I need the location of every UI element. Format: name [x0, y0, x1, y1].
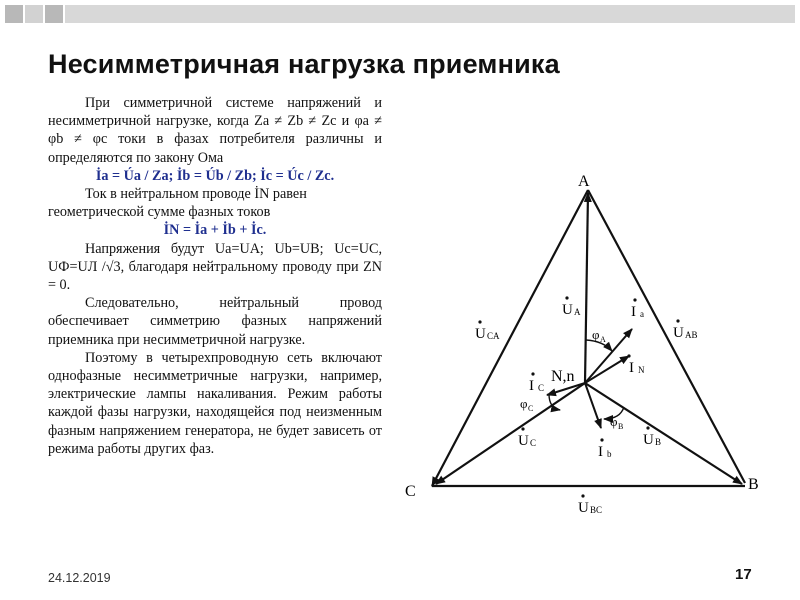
label-u-c — [518, 427, 536, 449]
svg-text:A: A — [600, 335, 606, 344]
label-u-ab — [673, 319, 698, 341]
label-i-a — [631, 298, 644, 320]
phasor-diagram — [398, 166, 778, 526]
svg-text:U: U — [518, 433, 529, 449]
svg-text:B: B — [618, 422, 624, 431]
svg-text:I: I — [529, 378, 534, 394]
vertex-label-n: N,n — [551, 368, 575, 385]
svg-text:I: I — [631, 304, 636, 320]
svg-text:CA: CA — [487, 331, 500, 341]
header-decoration — [5, 5, 795, 25]
label-i-n — [627, 354, 645, 376]
label-u-bc — [578, 494, 602, 516]
svg-text:a: a — [640, 309, 644, 319]
svg-text:AB: AB — [685, 330, 698, 340]
vector-in — [585, 356, 629, 383]
svg-text:φ: φ — [610, 414, 618, 429]
label-phi-c — [520, 396, 533, 413]
formula-neutral-current: İN = İa + İb + İc. — [163, 222, 267, 239]
paragraph-voltages: Напряжения будут Ua=UA; Ub=UB; Uc=UC, UФ=UЛ /√3, благодаря нейтральному проводу при ZN = 0. — [48, 240, 382, 294]
svg-text:U: U — [673, 325, 684, 341]
page-number: 17 — [735, 566, 752, 583]
svg-text:C: C — [538, 383, 545, 393]
svg-text:U: U — [562, 302, 573, 318]
paragraph-ohm-law: При симметричной системе напряжений и несимметричной нагрузке, когда Za ≠ Zb ≠ Zc и φa ≠ φb ≠ φc токи в фазах потребителя различны и определяются по закону Ома — [48, 95, 382, 166]
paragraph-four-wire: Поэтому в четырехпроводную сеть включают однофазные несимметричные нагрузки, например, электрические лампы накаливания. Режим работы каждой фазы нагрузки, находящейся под неизменным фазным напряжением генератора, не будет зависеть от режима работы других фаз. — [48, 349, 382, 457]
vector-ua — [585, 193, 588, 383]
vertex-label-a: A — [578, 173, 590, 190]
vector-uc — [436, 383, 585, 484]
vector-ib — [585, 383, 601, 428]
label-u-ca — [475, 320, 500, 342]
svg-text:b: b — [607, 449, 612, 459]
svg-text:I: I — [629, 360, 634, 376]
side-ab — [588, 190, 745, 483]
svg-text:φ: φ — [592, 327, 600, 342]
svg-text:U: U — [578, 500, 589, 516]
svg-text:B: B — [655, 437, 662, 447]
vertex-label-b: B — [748, 476, 759, 493]
paragraph-neutral-current: Ток в нейтральном проводе İN равен геометрической сумме фазных токов — [48, 186, 307, 221]
svg-text:N: N — [638, 365, 645, 375]
side-ac — [432, 190, 588, 486]
svg-text:I: I — [598, 444, 603, 460]
label-u-a — [562, 296, 581, 318]
label-i-b — [598, 438, 612, 460]
formula-phase-currents: İa = Úa / Za; İb = Úb / Zb; İc = Úc / Zc. — [95, 167, 335, 184]
label-i-c — [529, 372, 544, 394]
svg-text:C: C — [530, 438, 537, 448]
slide-title: Несимметричная нагрузка приемника — [48, 49, 560, 79]
svg-text:BC: BC — [590, 505, 603, 515]
body-text — [48, 94, 382, 458]
svg-text:U: U — [475, 326, 486, 342]
label-phi-a — [592, 327, 606, 344]
svg-text:φ: φ — [520, 396, 528, 411]
svg-text:C: C — [528, 404, 534, 413]
vertex-label-c: C — [405, 483, 416, 500]
label-phi-b — [610, 414, 623, 431]
svg-text:A: A — [574, 307, 581, 317]
slide-date: 24.12.2019 — [48, 571, 111, 585]
svg-text:U: U — [643, 432, 654, 448]
paragraph-symmetry: Следовательно, нейтральный провод обеспечивает симметрию фазных напряжений приемника при несимметричной нагрузке. — [48, 295, 382, 348]
